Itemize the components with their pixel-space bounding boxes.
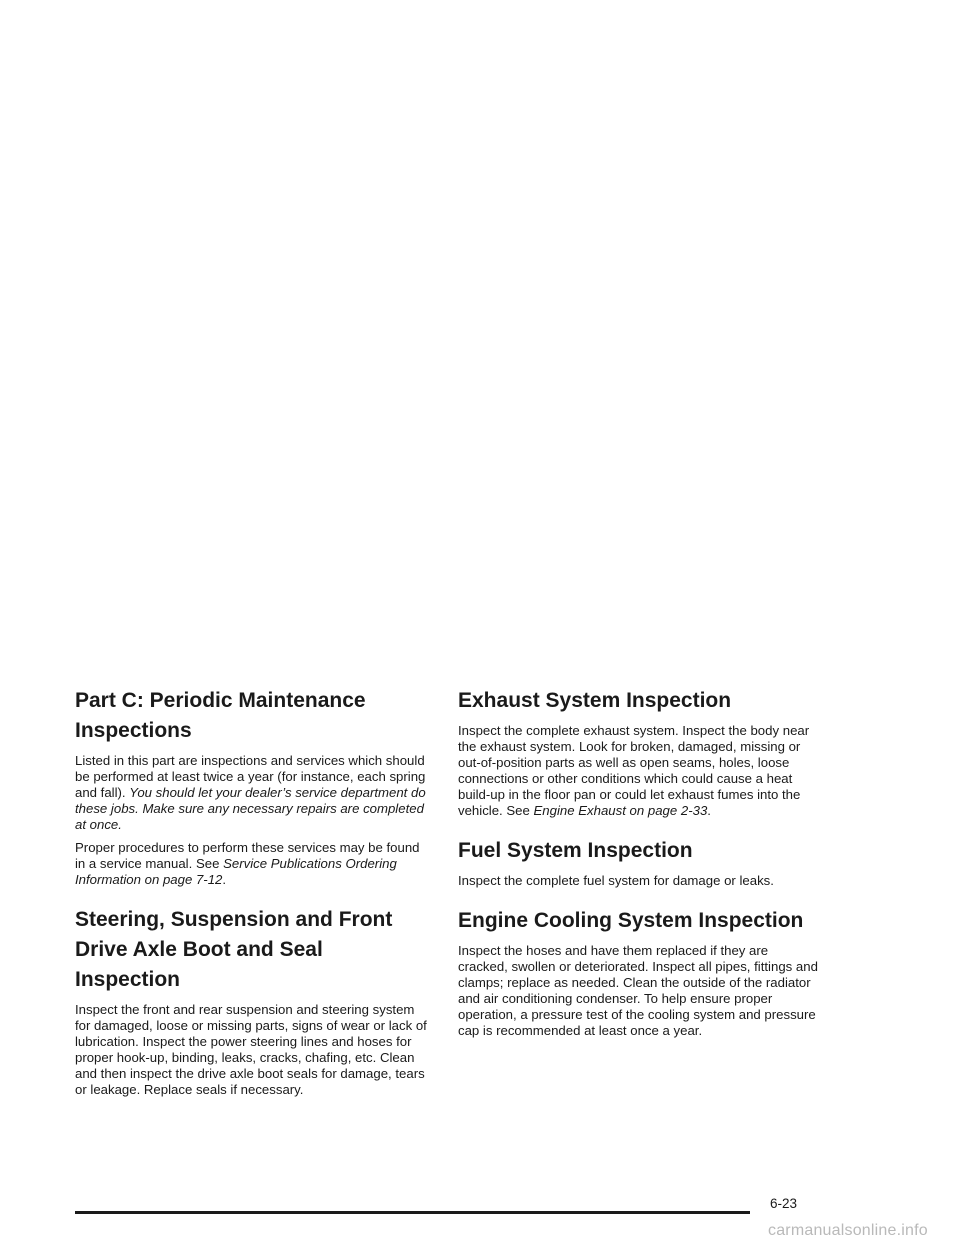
text-dealer-note: You should let your dealer’s service department do these jobs. Make sure any necessary repairs are completed at once. (75, 785, 426, 832)
paragraph-steering: Inspect the front and rear suspension and steering system for damaged, loose or missing parts, signs of wear or lack of lubrication. Inspect the power steering lines and hoses for proper hook-up, binding, leaks, cracks, chafing, etc. Clean and then inspect the drive axle boot seals for damage, tears or leakage. Replace seals if necessary. (75, 1002, 427, 1097)
page-number: 6-23 (770, 1196, 798, 1211)
paragraph-part-c-intro (75, 753, 431, 833)
paragraph-fuel: Inspect the complete fuel system for damage or leaks. (458, 873, 774, 888)
section-fuel (458, 836, 820, 889)
paragraph-part-c-procedures (75, 840, 431, 888)
watermark: carmanualsonline.info (768, 1222, 928, 1239)
heading-cooling: Engine Cooling System Inspection (458, 909, 804, 932)
link-service-publications[interactable]: Service Publications Ordering Information on page 7-12 (75, 856, 397, 887)
left-column (75, 686, 431, 1105)
paragraph-cooling: Inspect the hoses and have them replaced if they are cracked, swollen or deteriorated. Inspect all pipes, fittings and clamps; replace as needed. Clean the outside of the radiator and air conditioning condenser. To help ensure proper operation, a pressure test of the cooling system and pressure cap is recommended at least once a year. (458, 943, 818, 1038)
text-part-c-intro: Listed in this part are inspections and services which should be performed at least twice a year (for instance, each spring and fall). (75, 753, 426, 800)
section-steering (75, 905, 431, 1098)
section-exhaust (458, 686, 820, 819)
heading-fuel: Fuel System Inspection (458, 839, 693, 862)
section-cooling (458, 906, 820, 1039)
heading-part-c: Part C: Periodic Maintenance Inspections (75, 689, 366, 742)
text-procedures: Proper procedures to perform these services may be found in a service manual. See (75, 840, 420, 871)
heading-steering: Steering, Suspension and Front Drive Axle Boot and Seal Inspection (75, 908, 393, 991)
footer-rule (75, 1211, 750, 1214)
paragraph-exhaust (458, 723, 820, 819)
right-column (458, 686, 820, 1046)
text-exhaust: Inspect the complete exhaust system. Inspect the body near the exhaust system. Look for broken, damaged, missing or out-of-position parts as well as open seams, holes, loose connections or other conditions which could cause a heat build-up in the floor pan or could let exhaust fumes into the vehicle. See (458, 723, 810, 818)
text-period: . (707, 803, 711, 818)
heading-exhaust: Exhaust System Inspection (458, 689, 732, 712)
text-period: . (222, 872, 227, 887)
link-engine-exhaust[interactable]: Engine Exhaust on page 2-33 (533, 803, 708, 818)
section-part-c (75, 686, 431, 888)
